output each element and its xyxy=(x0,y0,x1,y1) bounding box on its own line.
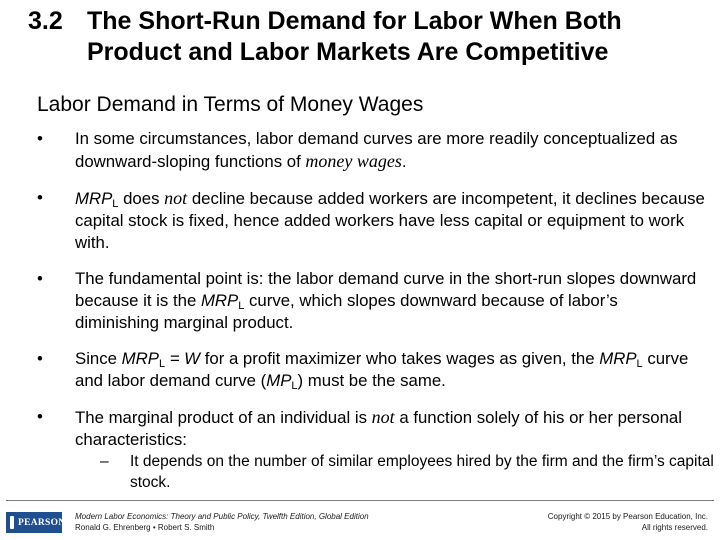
bullet-text-segment: In some circumstances, labor demand curves are more readily conceptualized as downward-sloping functions of xyxy=(75,129,678,171)
bullet-text-segment: ) must be the same. xyxy=(297,371,446,390)
bullet-marker: • xyxy=(37,129,43,148)
book-authors: Ronald G. Ehrenberg • Robert S. Smith xyxy=(75,523,215,532)
bullet-text xyxy=(75,406,705,451)
footer-rule xyxy=(6,500,714,501)
pearson-logo xyxy=(6,512,66,533)
subscript: L xyxy=(112,198,119,210)
copyright-notice xyxy=(548,511,708,533)
section-number: 3.2 xyxy=(28,7,63,35)
subscript: L xyxy=(238,300,245,312)
mp-term: MP xyxy=(266,371,292,390)
slide-subtitle: Labor Demand in Terms of Money Wages xyxy=(37,93,424,116)
bullet-text xyxy=(75,187,705,254)
rights-line: All rights reserved. xyxy=(641,523,708,532)
bullet-text xyxy=(75,268,705,334)
bullet-text-segment: decline because added workers are incompetent, it declines because capital stock is fixed, hence added workers have less capital or equipment to work with. xyxy=(75,189,705,252)
mrp-term: MRP xyxy=(599,349,637,368)
subscript: L xyxy=(291,380,298,392)
bullet-item xyxy=(37,406,705,451)
bullet-marker: • xyxy=(37,188,43,207)
bullet-item xyxy=(37,268,705,334)
emphasis-text: not xyxy=(371,407,395,427)
bullet-text-segment: . xyxy=(401,152,407,171)
title-text-1: The Short-Run Demand for Labor When Both xyxy=(87,7,622,35)
bullet-text xyxy=(75,128,705,173)
bullet-text-segment: Since xyxy=(75,349,122,368)
sub-bullet-text: It depends on the number of similar employees hired by the firm and the firm’s capital stock. xyxy=(130,453,714,491)
bullet-text-segment: does xyxy=(118,189,165,208)
mrp-term: MRP xyxy=(75,189,113,208)
bullet-text-segment: curve and labor demand curve ( xyxy=(75,349,689,390)
bullet-marker: • xyxy=(37,269,43,288)
bullet-item xyxy=(37,128,705,173)
sub-bullet-marker: – xyxy=(100,453,109,470)
bullet-list xyxy=(37,128,705,465)
bullet-item xyxy=(37,187,705,254)
bullet-text-segment: a function solely of his or her personal characteristics: xyxy=(75,408,682,449)
emphasis-text: not xyxy=(164,188,188,208)
bullet-text-segment: for a profit maximizer who takes wages as given, the xyxy=(200,349,600,368)
bullet-marker: • xyxy=(37,407,43,426)
bullet-text-segment: The marginal product of an individual is xyxy=(75,408,372,427)
bullet-text-segment: The fundamental point is: the labor demand curve in the short-run slopes downward because it is the xyxy=(75,269,697,310)
slide-title xyxy=(28,6,708,68)
bullet-text xyxy=(75,348,705,392)
mrp-term: MRP xyxy=(200,291,239,310)
bullet-text-segment: curve, which slopes downward because of labor’s diminishing marginal product. xyxy=(75,291,618,332)
book-title: Modern Labor Economics: Theory and Public Policy, Twelfth Edition, Global Edition xyxy=(75,512,369,521)
equation-text: = W xyxy=(165,349,201,368)
pearson-logo-icon xyxy=(10,516,14,529)
sub-bullet-item xyxy=(100,451,720,493)
mrp-term: MRP xyxy=(121,349,159,368)
book-citation xyxy=(75,511,369,533)
subscript: L xyxy=(158,358,166,370)
copyright-line: Copyright © 2015 by Pearson Education, Inc. xyxy=(547,512,708,521)
bullet-item xyxy=(37,348,705,392)
title-line-1 xyxy=(28,6,708,37)
bullet-marker: • xyxy=(37,349,43,368)
subscript: L xyxy=(636,358,643,370)
title-line-2: Product and Labor Markets Are Competitive xyxy=(87,38,609,66)
emphasis-text: money wages xyxy=(305,151,402,171)
pearson-logo-text: PEARSON xyxy=(18,517,66,528)
